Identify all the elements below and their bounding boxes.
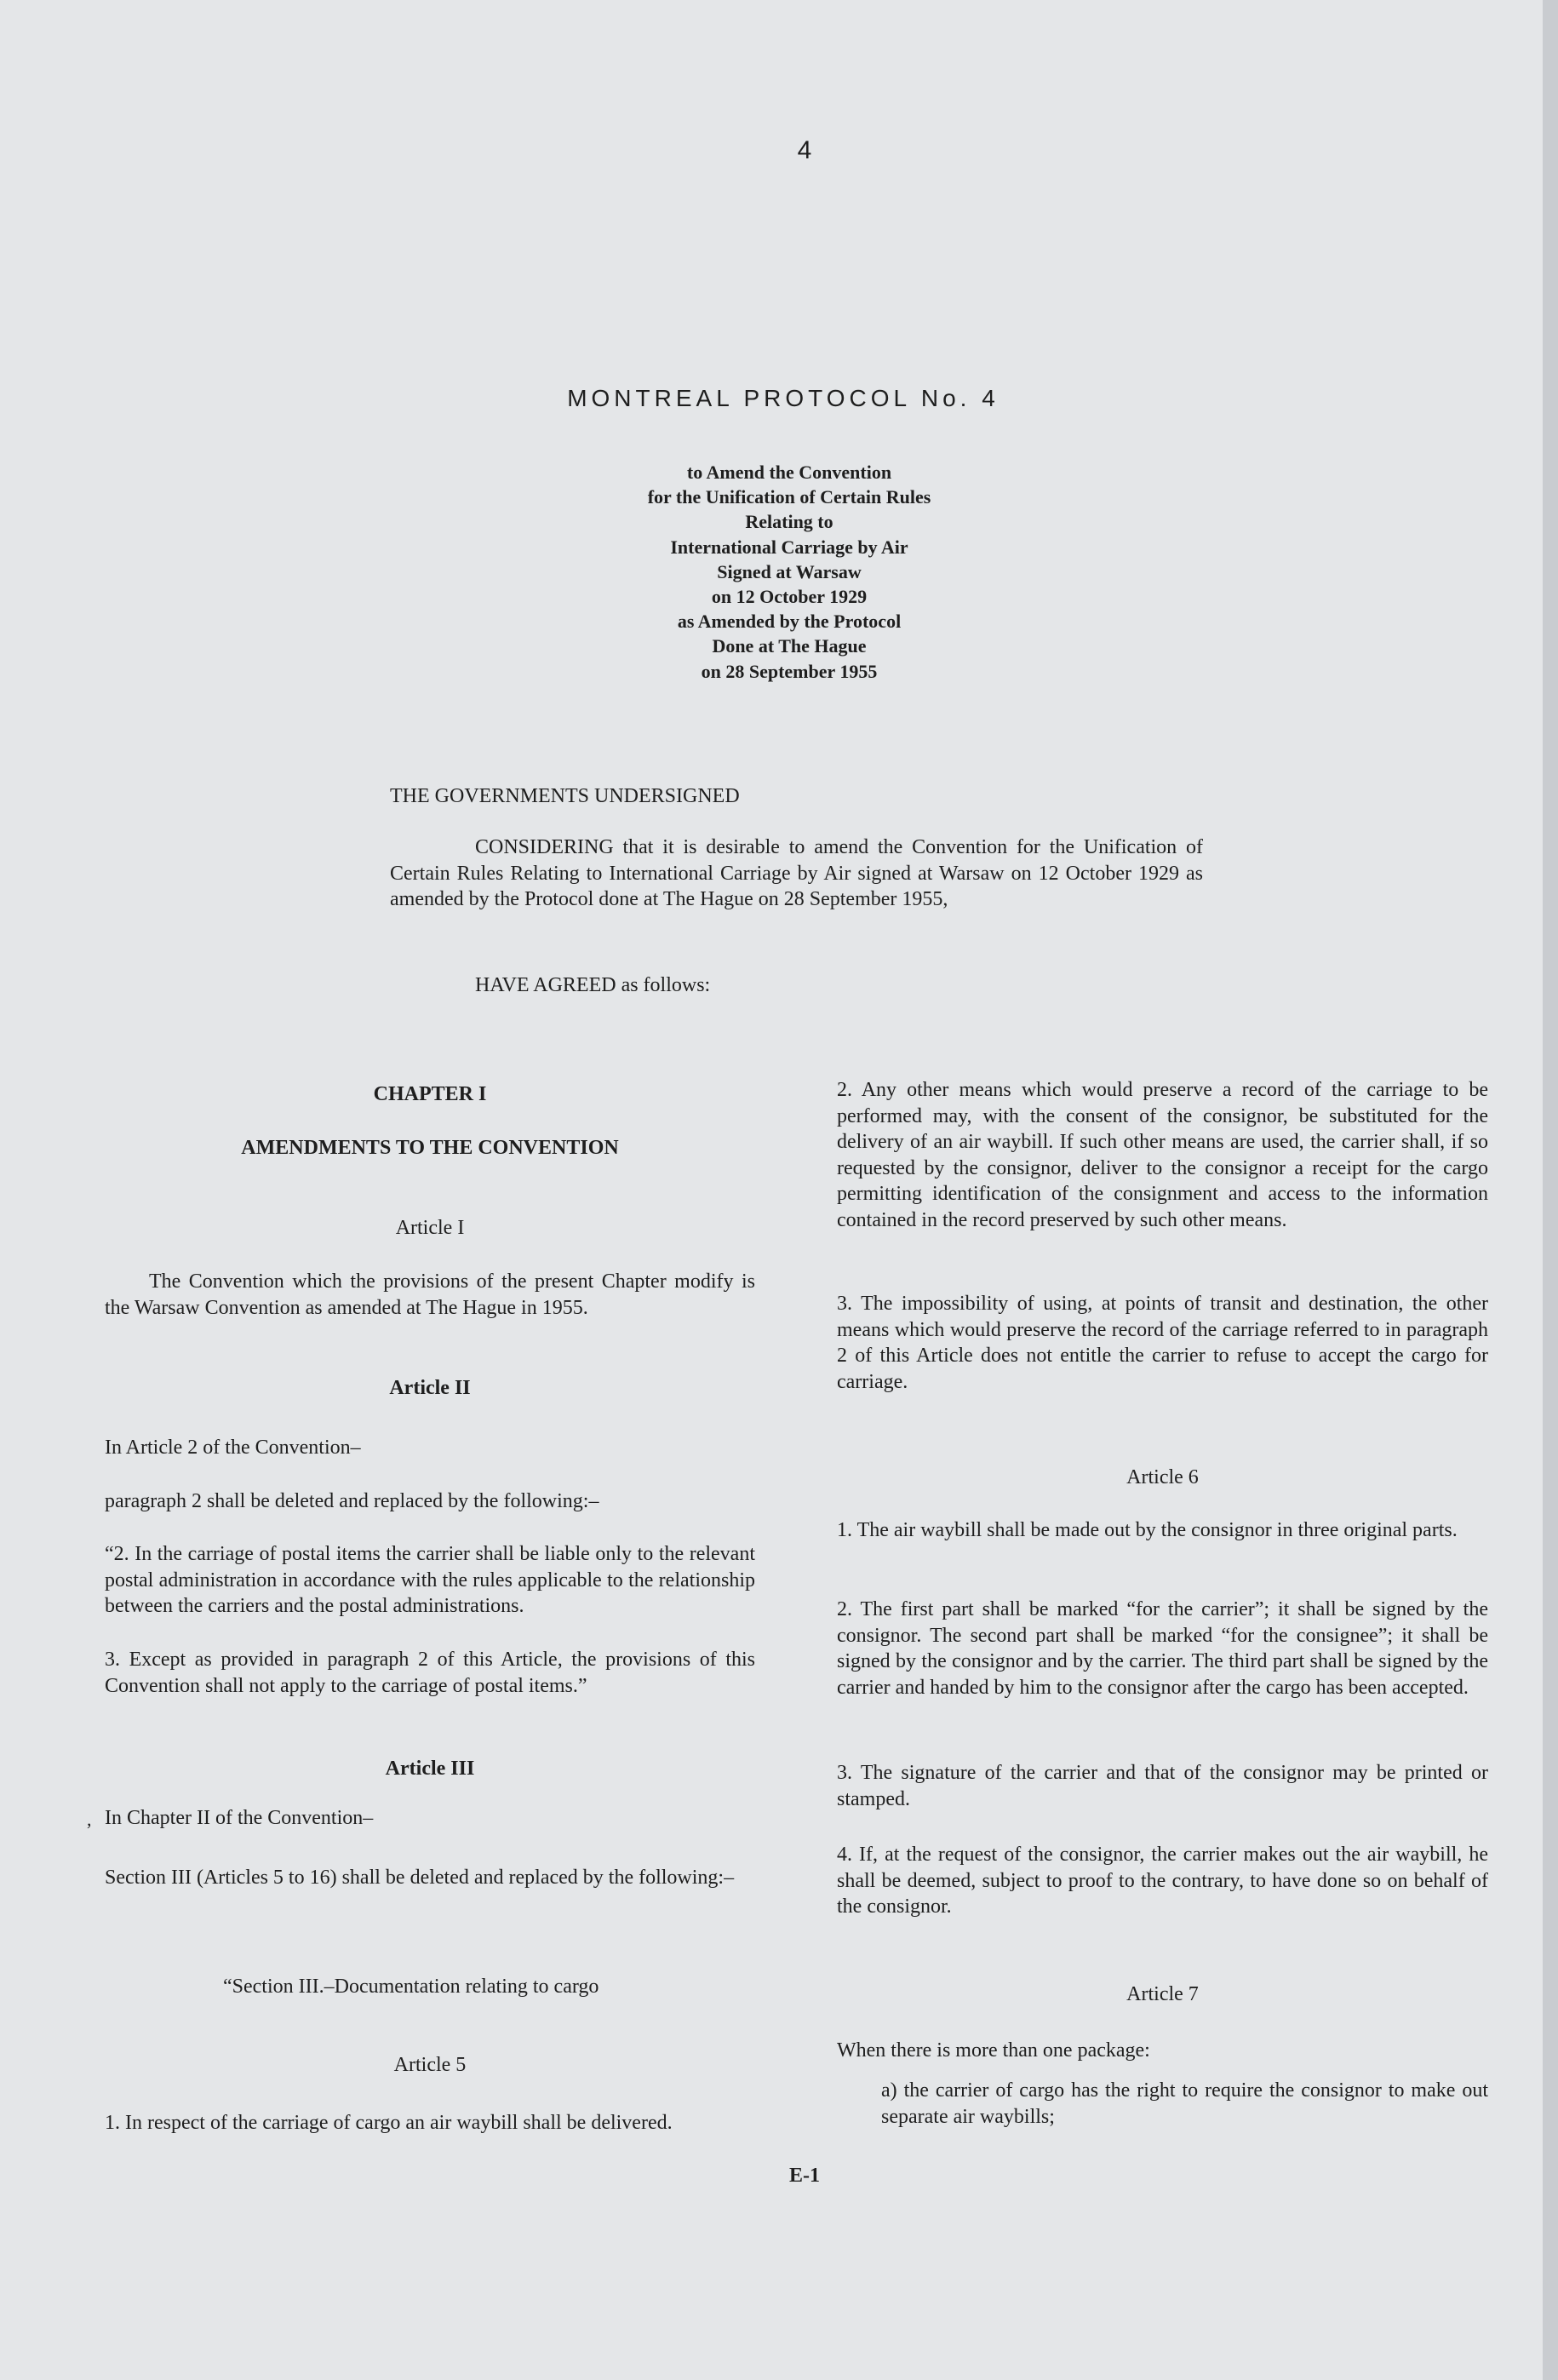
article-1-heading: Article I xyxy=(395,1217,465,1239)
article-6-paragraph: 1. The air waybill shall be made out by the consignor in three original parts. xyxy=(837,1519,1458,1541)
page-footer: E-1 xyxy=(789,2165,820,2187)
article-6-paragraph: 2. The first part shall be marked “for the carrier”; it shall be signed by the consignor. The second part shall be marked “for the consignee”; it shall be signed by the consignor and by the carrier. The third part shall be signed by the carrier and handed by him to the consignor after the cargo has been accepted. xyxy=(837,1598,1488,1699)
governments-heading: THE GOVERNMENTS UNDERSIGNED xyxy=(390,785,740,807)
article-5-paragraph: 2. Any other means which would preserve a record of the carriage to be performed may, with the consent of the consignor, be substituted for the delivery of an air waybill. If such other means are used, the carrier shall, if so requested by the consignor, deliver to the consignor a receipt for the cargo permitting identification of the consignment and access to the information contained in the record preserved by such other means. xyxy=(837,1079,1488,1231)
agreed-line: HAVE AGREED as follows: xyxy=(475,974,711,996)
subtitle-line: for the Unification of Certain Rules xyxy=(647,486,931,508)
article-2-paragraph: paragraph 2 shall be deleted and replaced by the following:– xyxy=(105,1490,599,1512)
subtitle-line: to Amend the Convention xyxy=(686,462,892,483)
subtitle-line: Signed at Warsaw xyxy=(717,560,862,582)
subtitle-line: Relating to xyxy=(745,511,833,533)
protocol-title: MONTREAL PROTOCOL No. 4 xyxy=(567,385,1000,411)
article-3-paragraph: Section III (Articles 5 to 16) shall be deleted and replaced by the following:– xyxy=(105,1867,735,1889)
article-2-intro: In Article 2 of the Convention– xyxy=(105,1437,361,1459)
article-3-intro: In Chapter II of the Convention– xyxy=(105,1807,374,1829)
article-5-paragraph: 1. In respect of the carriage of cargo an air waybill shall be delivered. xyxy=(105,2112,673,2134)
subtitle-line: on 28 September 1955 xyxy=(701,660,878,682)
page-number: 4 xyxy=(797,136,812,164)
article-2-heading: Article II xyxy=(389,1377,471,1399)
article-2-paragraph: “2. In the carriage of postal items the carrier shall be liable only to the relevant postal administration in accordance with the rules applicable to the relationship between the carriers and the postal administrations. xyxy=(105,1543,755,1617)
article-2-paragraph: 3. Except as provided in paragraph 2 of this Article, the provisions of this Convention shall not apply to the carriage of postal items.” xyxy=(105,1649,755,1697)
article-6-paragraph: 3. The signature of the carrier and that of the consignor may be printed or stamped. xyxy=(837,1762,1488,1810)
article-7-heading: Article 7 xyxy=(1126,1983,1199,2005)
protocol-subtitle xyxy=(0,460,1558,684)
considering-paragraph: CONSIDERING that it is desirable to amend the Convention for the Unification of Certain Rules Relating to International Carriage by Air signed at Warsaw on 12 October 1929 as amended by the Protocol done at The Hague on 28 September 1955, xyxy=(390,836,1203,910)
subtitle-line: as Amended by the Protocol xyxy=(677,611,902,633)
chapter-title: AMENDMENTS TO THE CONVENTION xyxy=(241,1137,619,1159)
article-6-paragraph: 4. If, at the request of the consignor, the carrier makes out the air waybill, he shall be deemed, subject to proof to the contrary, to have done so on behalf of the consignor. xyxy=(837,1844,1488,1918)
margin-mark: , xyxy=(87,1809,92,1830)
article-7-intro: When there is more than one package: xyxy=(837,2039,1150,2062)
subtitle-line: International Carriage by Air xyxy=(670,536,908,558)
article-6-heading: Article 6 xyxy=(1126,1466,1199,1488)
article-7-item: a) the carrier of cargo has the right to require the consignor to make out separate air waybills; xyxy=(881,2079,1488,2128)
subtitle-line: Done at The Hague xyxy=(712,635,867,657)
article-5-heading: Article 5 xyxy=(393,2054,467,2076)
subtitle-line: on 12 October 1929 xyxy=(711,586,868,608)
chapter-heading: CHAPTER I xyxy=(373,1083,487,1105)
article-5-paragraph: 3. The impossibility of using, at points of transit and destination, the other means which would preserve the record of the carriage referred to in paragraph 2 of this Article does not entitle the carrier to refuse to accept the cargo for carriage. xyxy=(837,1293,1488,1393)
section-heading: “Section III.–Documentation relating to cargo xyxy=(223,1976,599,1998)
article-1-text: The Convention which the provisions of the present Chapter modify is the Warsaw Convention as amended at The Hague in 1955. xyxy=(105,1270,755,1319)
article-3-heading: Article III xyxy=(385,1758,475,1780)
page-edge xyxy=(1543,0,1558,2380)
